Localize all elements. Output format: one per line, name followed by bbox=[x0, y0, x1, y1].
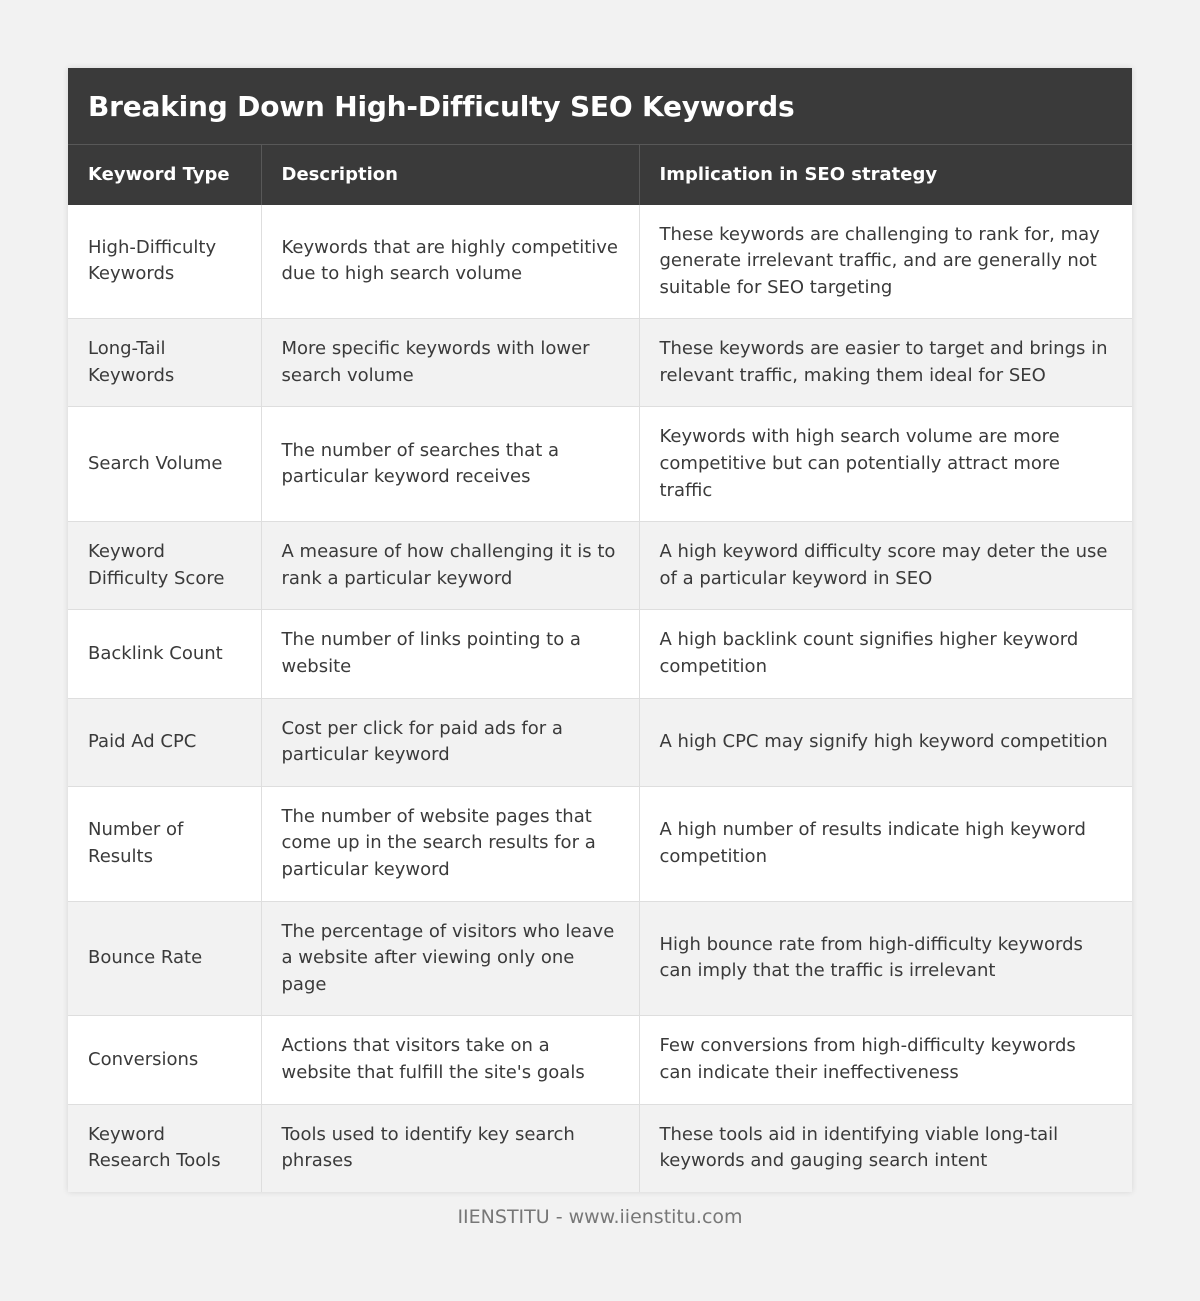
cell-description: Actions that visitors take on a website that fulfill the site's goals bbox=[261, 1016, 639, 1104]
table-row bbox=[68, 522, 1132, 610]
table-row bbox=[68, 407, 1132, 522]
cell-implication: These keywords are easier to target and brings in relevant traffic, making them ideal for SEO bbox=[639, 319, 1132, 407]
cell-keyword-type: Conversions bbox=[68, 1016, 261, 1104]
table-row bbox=[68, 319, 1132, 407]
cell-keyword-type: Bounce Rate bbox=[68, 901, 261, 1016]
cell-implication: A high CPC may signify high keyword competition bbox=[639, 698, 1132, 786]
table-row bbox=[68, 1016, 1132, 1104]
cell-description: The number of links pointing to a website bbox=[261, 610, 639, 698]
cell-description: Keywords that are highly competitive due to high search volume bbox=[261, 205, 639, 319]
cell-implication: High bounce rate from high-difficulty keywords can imply that the traffic is irrelevant bbox=[639, 901, 1132, 1016]
table-row bbox=[68, 1104, 1132, 1192]
cell-keyword-type: Keyword Research Tools bbox=[88, 1123, 221, 1172]
cell-description: A measure of how challenging it is to rank a particular keyword bbox=[261, 522, 639, 610]
table-card bbox=[68, 68, 1132, 1192]
cell-implication: A high backlink count signifies higher keyword competition bbox=[639, 610, 1132, 698]
cell-description: The number of searches that a particular keyword receives bbox=[261, 407, 639, 522]
table-row bbox=[68, 205, 1132, 319]
cell-keyword-type: Long-Tail Keywords bbox=[68, 319, 261, 407]
cell-description: More specific keywords with lower search volume bbox=[261, 319, 639, 407]
table-row bbox=[68, 901, 1132, 1016]
cell-keyword-type: Keyword Difficulty Score bbox=[68, 522, 261, 610]
cell-implication: Few conversions from high-difficulty keywords can indicate their ineffectiveness bbox=[639, 1016, 1132, 1104]
cell-description: The number of website pages that come up in the search results for a particular keyword bbox=[261, 786, 639, 901]
table-title: Breaking Down High-Difficulty SEO Keywords bbox=[68, 68, 1132, 144]
cell-implication: Keywords with high search volume are more competitive but can potentially attract more traffic bbox=[639, 407, 1132, 522]
cell-keyword-type: Paid Ad CPC bbox=[68, 698, 261, 786]
table-row bbox=[68, 610, 1132, 698]
cell-keyword-type: Backlink Count bbox=[68, 610, 261, 698]
keywords-table bbox=[68, 144, 1132, 1192]
table-header bbox=[68, 145, 1132, 205]
cell-keyword-type: Number of Results bbox=[68, 786, 261, 901]
cell-description: Cost per click for paid ads for a particular keyword bbox=[261, 698, 639, 786]
cell-description: The percentage of visitors who leave a website after viewing only one page bbox=[261, 901, 639, 1016]
footer-credit: IIENSTITU - www.iienstitu.com bbox=[457, 1206, 743, 1228]
header-row bbox=[68, 145, 1132, 205]
table-body bbox=[68, 205, 1132, 1192]
cell-implication: These tools aid in identifying viable long-tail keywords and gauging search intent bbox=[639, 1104, 1132, 1192]
cell-description: Tools used to identify key search phrases bbox=[261, 1104, 639, 1192]
cell-implication: These keywords are challenging to rank for, may generate irrelevant traffic, and are generally not suitable for SEO targeting bbox=[639, 205, 1132, 319]
column-header-implication: Implication in SEO strategy bbox=[639, 145, 1132, 205]
cell-implication: A high keyword difficulty score may deter the use of a particular keyword in SEO bbox=[639, 522, 1132, 610]
table-row bbox=[68, 698, 1132, 786]
column-header-description: Description bbox=[261, 145, 639, 205]
table-row bbox=[68, 786, 1132, 901]
cell-keyword-type: Search Volume bbox=[68, 407, 261, 522]
cell-implication: A high number of results indicate high keyword competition bbox=[639, 786, 1132, 901]
cell-keyword-type: High-Difficulty Keywords bbox=[68, 205, 261, 319]
column-header-keyword-type: Keyword Type bbox=[68, 145, 261, 205]
